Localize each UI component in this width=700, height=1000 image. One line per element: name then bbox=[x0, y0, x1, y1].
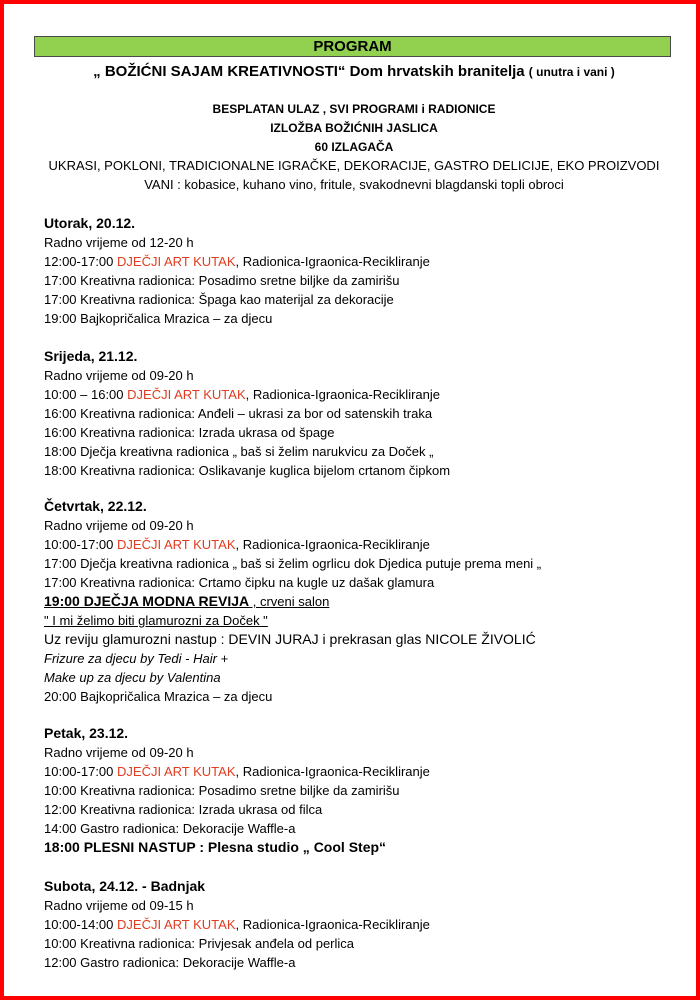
event-line: 12:00 Gastro radionica: Dekoracije Waffle-a bbox=[44, 955, 296, 970]
event-line bbox=[44, 762, 684, 781]
event-desc: , Radionica-Igraonica-Recikliranje bbox=[235, 764, 430, 779]
day-wednesday bbox=[44, 347, 684, 480]
performers-line: Uz reviju glamurozni nastup : DEVIN JURAJ i prekrasan glas NICOLE ŽIVOLIĆ bbox=[44, 631, 536, 647]
event-desc: , Radionica-Igraonica-Recikliranje bbox=[235, 917, 430, 932]
free-entry-line: BESPLATAN ULAZ , SVI PROGRAMI i RADIONICE bbox=[212, 102, 496, 116]
event-time: 10:00-17:00 bbox=[44, 537, 118, 552]
event-line bbox=[44, 385, 684, 404]
working-hours: Radno vrijeme od 09-20 h bbox=[44, 518, 194, 533]
art-corner-label: DJEČJI ART KUTAK bbox=[117, 764, 236, 779]
event-desc: , Radionica-Igraonica-Recikliranje bbox=[235, 254, 430, 269]
art-corner-label: DJEČJI ART KUTAK bbox=[117, 537, 236, 552]
working-hours: Radno vrijeme od 09-20 h bbox=[44, 368, 194, 383]
day-title: Subota, 24.12. - Badnjak bbox=[44, 878, 206, 894]
working-hours: Radno vrijeme od 12-20 h bbox=[44, 235, 194, 250]
event-title bbox=[4, 63, 700, 80]
day-tuesday bbox=[44, 214, 684, 328]
event-line bbox=[44, 915, 684, 934]
exhibition-line: IZLOŽBA BOŽIĆNIH JASLICA bbox=[270, 121, 438, 135]
working-hours: Radno vrijeme od 09-15 h bbox=[44, 898, 194, 913]
event-line: 17:00 Dječja kreativna radionica „ baš si želim ogrlicu dok Djedica putuje prema meni „ bbox=[44, 556, 542, 571]
hair-credit: Frizure za djecu by Tedi - Hair + bbox=[44, 651, 229, 666]
event-line: 16:00 Kreativna radionica: Izrada ukrasa od špage bbox=[44, 425, 335, 440]
event-line: 10:00 Kreativna radionica: Privjesak anđela od perlica bbox=[44, 936, 355, 951]
event-line: 19:00 Bajkopričalica Mrazica – za djecu bbox=[44, 311, 273, 326]
event-line: 12:00 Kreativna radionica: Izrada ukrasa od filca bbox=[44, 802, 323, 817]
event-desc: , Radionica-Igraonica-Recikliranje bbox=[235, 537, 430, 552]
art-corner-label: DJEČJI ART KUTAK bbox=[117, 254, 236, 269]
working-hours: Radno vrijeme od 09-20 h bbox=[44, 745, 194, 760]
fashion-show-venue: , crveni salon bbox=[249, 594, 330, 609]
art-corner-label: DJEČJI ART KUTAK bbox=[127, 387, 246, 402]
event-line: 18:00 Kreativna radionica: Oslikavanje kuglica bijelom crtanom čipkom bbox=[44, 463, 451, 478]
day-title: Srijeda, 21.12. bbox=[44, 348, 138, 364]
day-title: Petak, 23.12. bbox=[44, 725, 129, 741]
fashion-show-line bbox=[44, 592, 684, 611]
fashion-show-title: 19:00 DJEČJA MODNA REVIJA bbox=[44, 593, 250, 609]
day-friday bbox=[44, 724, 684, 857]
outdoor-line: VANI : kobasice, kuhano vino, fritule, svakodnevni blagdanski topli obroci bbox=[144, 177, 564, 192]
day-thursday bbox=[44, 497, 684, 706]
event-line: 16:00 Kreativna radionica: Anđeli – ukrasi za bor od satenskih traka bbox=[44, 406, 433, 421]
event-title-note: ( unutra i vani ) bbox=[528, 65, 615, 79]
event-line: 10:00 Kreativna radionica: Posadimo sretne biljke da zamirišu bbox=[44, 783, 400, 798]
event-line: 14:00 Gastro radionica: Dekoracije Waffle-a bbox=[44, 821, 296, 836]
event-line: 17:00 Kreativna radionica: Špaga kao materijal za dekoracije bbox=[44, 292, 394, 307]
dance-performance-line: 18:00 PLESNI NASTUP : Plesna studio „ Cool Step“ bbox=[44, 839, 387, 855]
event-time: 10:00 – 16:00 bbox=[44, 387, 128, 402]
day-title: Utorak, 20.12. bbox=[44, 215, 136, 231]
program-banner: PROGRAM bbox=[34, 36, 671, 57]
exhibitors-line: 60 IZLAGAČA bbox=[314, 140, 394, 154]
day-saturday bbox=[44, 877, 684, 972]
event-time: 10:00-17:00 bbox=[44, 764, 118, 779]
products-line: UKRASI, POKLONI, TRADICIONALNE IGRAČKE, DEKORACIJE, GASTRO DELICIJE, EKO PROIZVODI bbox=[48, 158, 660, 173]
event-title-main: „ BOŽIĆNI SAJAM KREATIVNOSTI“ Dom hrvatskih branitelja bbox=[93, 63, 525, 80]
makeup-credit: Make up za djecu by Valentina bbox=[44, 670, 221, 685]
event-line: 20:00 Bajkopričalica Mrazica – za djecu bbox=[44, 689, 273, 704]
event-line bbox=[44, 252, 684, 271]
fashion-show-motto: " I mi želimo biti glamurozni za Doček " bbox=[44, 613, 268, 628]
event-line bbox=[44, 535, 684, 554]
event-desc: , Radionica-Igraonica-Recikliranje bbox=[245, 387, 440, 402]
day-title: Četvrtak, 22.12. bbox=[44, 498, 147, 514]
event-time: 12:00-17:00 bbox=[44, 254, 118, 269]
event-line: 18:00 Dječja kreativna radionica „ baš si želim narukvicu za Doček „ bbox=[44, 444, 434, 459]
event-time: 10:00-14:00 bbox=[44, 917, 118, 932]
event-line: 17:00 Kreativna radionica: Crtamo čipku na kugle uz dašak glamura bbox=[44, 575, 435, 590]
event-line: 17:00 Kreativna radionica: Posadimo sretne biljke da zamirišu bbox=[44, 273, 400, 288]
art-corner-label: DJEČJI ART KUTAK bbox=[117, 917, 236, 932]
